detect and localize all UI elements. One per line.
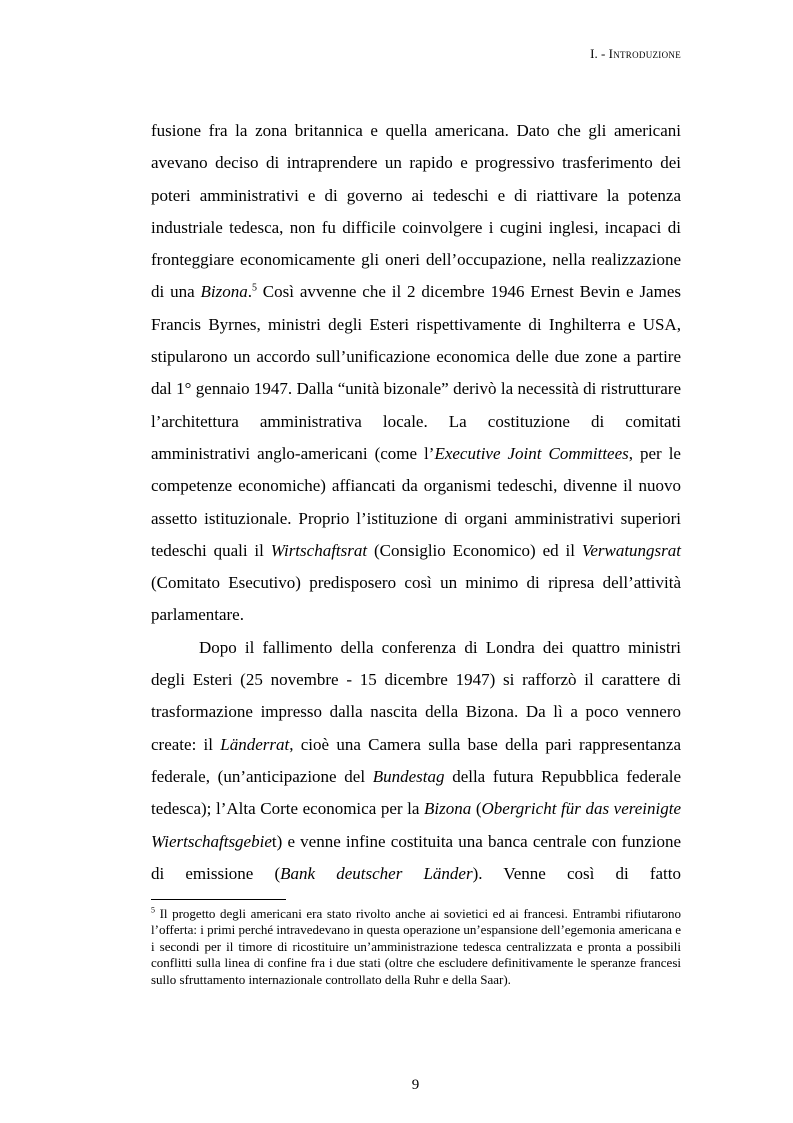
p1-italic-bizona: Bizona [200,282,248,302]
p2-italic-bizona: Bizona [424,799,472,819]
p1-text-5: (Comitato Esecutivo) predisposero così un minimo di ripresa dell’attività parlamentare. [151,573,681,625]
page-number-text: 9 [411,1077,420,1093]
running-header-title: Introduzione [608,46,681,61]
p1-text-3: , per le competenze economiche) affiancati da organismi tedeschi, divenne il nuovo assetto istituzionale. Proprio l’istituzione di organi amministrativi superiori tedeschi quali il [151,443,681,560]
page-number [0,1077,793,1094]
p2-text-6: ). Venne così di fatto [472,863,681,883]
p1-text-1: fusione fra la zona britannica e quella americana. Dato che gli americani avevano deciso di intraprendere un rapido e progressivo trasferimento dei poteri amministrativi e di governo ai tedeschi e di riattivare la potenza industriale tedesca, non fu difficile coinvolgere i cugini inglesi, incapaci di fronteggiare economicamente gli oneri dell’occupazione, nella realizzazione di una [151,121,681,302]
paragraph-1: fusione fra la zona britannica e quella americana. Dato che gli americani avevano deciso di intraprendere un rapido e progressivo trasferimento dei poteri amministrativi e di governo ai tedeschi e di riattivare la potenza industriale tedesca, non fu difficile coinvolgere i cugini inglesi, incapaci di fronteggiare economicamente gli oneri dell’occupazione, nella realizzazione di una Bizona.$^5$ Così avvenne che il 2 dicembre 1946 Ernest Bevin e James Francis Byrnes, ministri degli Esteri rispettivamente di Inghilterra e USA, stipularono un accordo sull’unificazione economica delle due zone a partire dal 1° gennaio 1947. Dalla “unità bizonale” derivò la necessità di ristrutturare l’architettura amministrativa locale. La costituzione di comitati amministrativi anglo-americani (come l’Executive Joint Committees, per le competenze economiche) affiancati da organismi tedeschi, divenne il nuovo assetto istituzionale. Proprio l’istituzione di organi amministrativi superiori tedeschi quali il Wirtschaftsrat (Consiglio Economico) ed il Verwatungsrat (Comitato Esecutivo) predisposero così un minimo di ripresa dell’attività parlamentare. [151,121,682,625]
p1-text-2: Così avvenne che il 2 dicembre 1946 Ernest Bevin e James Francis Byrnes, ministri degli Esteri rispettivamente di Inghilterra e USA, stipularono un accordo sull’unificazione economica delle due zone a partire dal 1° gennaio 1947. Dalla “unità bizonale” derivò la necessità di ristrutturare l’architettura amministrativa locale. La costituzione di comitati amministrativi anglo-americani (come l’ [151,282,681,463]
running-header [151,46,681,62]
p2-italic-obergricht: Obergricht für das vereinigte Wiertschaftsgebie [151,799,681,851]
footnote-separator [151,899,286,900]
p2-text-3: della futura Repubblica federale tedesca); l’Alta Corte economica per la [151,766,682,819]
p2-text-2: , cioè una Camera sulla base della pari rappresentanza federale, (un’anticipazione del [151,734,681,786]
p2-italic-bank: Bank deutscher Länder [280,863,473,883]
paragraph-2 [151,632,681,890]
p2-text-5: t) e venne infine costituita una banca centrale con funzione di emissione ( [151,831,681,883]
p1-text-4: (Consiglio Economico) ed il [367,540,582,560]
footnote [151,906,681,988]
footnote-number: 5 [151,905,155,915]
p2-italic-landerrat: Länderrat [220,734,290,754]
p1-italic-executive: Executive Joint Committees [434,443,629,463]
p2-italic-bundestag: Bundestag [372,766,445,786]
running-header-prefix: I. - [590,46,609,61]
p1-italic-wirtschaftsrat: Wirtschaftsrat [270,540,368,560]
p2-text-4: ( [471,799,482,819]
footnote-text: Il progetto degli americani era stato rivolto anche ai sovietici ed ai francesi. Entrambi rifiutarono l’offerta: i primi perché intravedevano in questa operazione un’espansione dell’egemonia americana e i secondi per il timore di ricostituire un’amministrazione tedesca centralizzata e pronta a possibili conflitti sulla linea di confine fra i due stati (oltre che escludere definitivamente le speranze francesi sullo sfruttamento internazionale controllato della Ruhr e della Saar). [151,906,681,987]
p2-text-1: Dopo il fallimento della conferenza di Londra dei quattro ministri degli Esteri (25 novembre - 15 dicembre 1947) si rafforzò il carattere di trasformazione impresso dalla nascita della Bizona. Da lì a poco vennero create: il [151,637,681,754]
body-text [151,115,681,890]
p1-italic-verwatungsrat: Verwatungsrat [581,540,682,560]
footnote-reference[interactable]: 5 [251,282,257,294]
